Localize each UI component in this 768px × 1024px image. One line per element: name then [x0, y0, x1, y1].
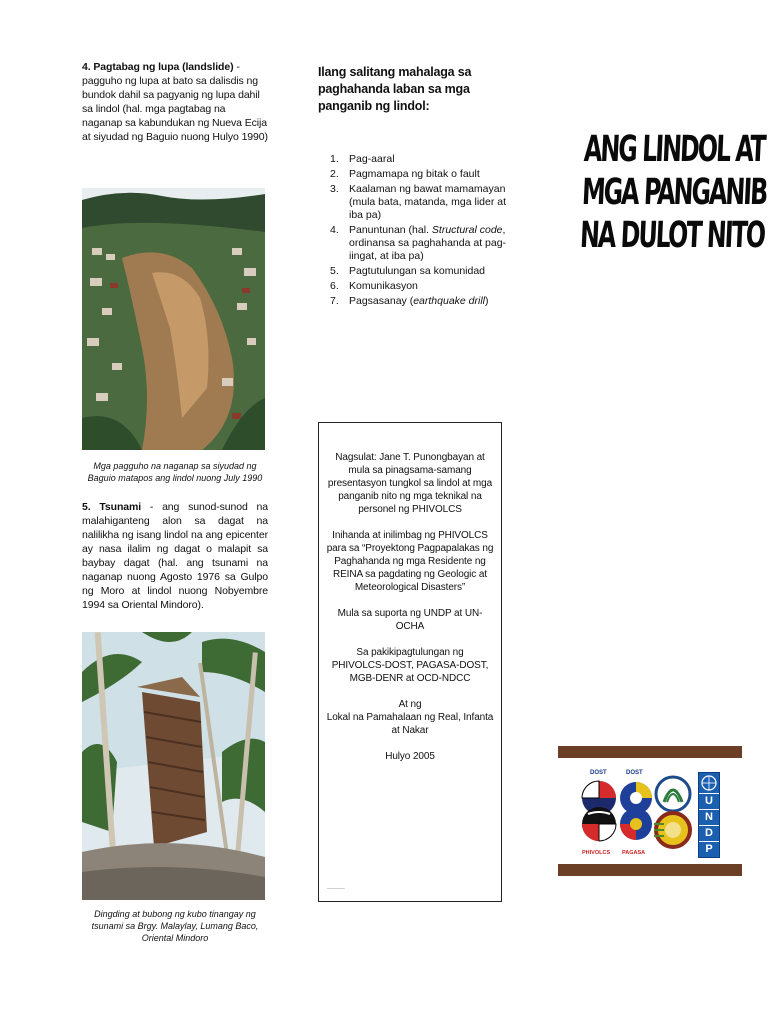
- preparedness-list: [318, 153, 508, 308]
- credits-author: Nagsulat: Jane T. Punongbayan at mula sa pinagsama-samang presentasyon tungkol sa lindol at mga panganib nito ng mga teknikal na personel ng PHIVOLCS: [327, 452, 493, 515]
- list-item: 7. Pagsasanay (earthquake drill): [330, 295, 489, 307]
- un-emblem-icon: [699, 773, 719, 793]
- list-item: 5. Pagtutulungan sa komunidad: [330, 265, 486, 277]
- credits-support: Mula sa suporta ng UNDP at UN-OCHA: [337, 608, 483, 632]
- logo-band: [558, 746, 742, 876]
- pagasa-emblem-icon: [618, 778, 654, 848]
- tsunami-caption: Dingding at bubong ng kubo tinangay ng tsunami sa Brgy. Malaylay, Lumang Baco, Oriental Mindoro: [91, 909, 259, 943]
- landslide-text: - pagguho ng lupa at bato sa dalisdis ng bundok dahil sa pagyanig ng lupa dahil sa lindol (hal. mga pagtabag na naganap sa kabundukan ng Nueva Ecija at siyudad ng Baguio nuong Hulyo 1990): [82, 61, 268, 143]
- tsunami-paragraph: [82, 500, 268, 612]
- pagasa-logo: DOST PAGASA: [618, 770, 654, 858]
- list-item: 6. Komunikasyon: [330, 280, 418, 292]
- credits-lgu-label: At ng: [398, 699, 422, 710]
- credits-fine-print: ________: [327, 884, 345, 889]
- tsunami-term: 5. Tsunami: [82, 501, 142, 513]
- landslide-term: 4. Pagtabag ng lupa (landslide): [82, 61, 234, 73]
- landslide-caption: Mga pagguho na naganap sa siyudad ng Baguio matapos ang lindol nuong July 1990: [87, 461, 263, 483]
- phivolcs-emblem-icon: [580, 778, 618, 848]
- brochure-title: [579, 128, 768, 257]
- landslide-photo: [82, 188, 265, 450]
- logo-bar-bottom: [558, 864, 742, 876]
- list-item: 4. Panuntunan (hal. Structural code, ordinansa sa paghahanda at pag-iingat, at iba pa): [330, 224, 507, 262]
- list-item: 2. Pagmamapa ng bitak o fault: [330, 168, 480, 180]
- middle-column: [318, 64, 518, 310]
- undp-logo: U N D P: [698, 772, 720, 858]
- tsunami-photo: [82, 632, 265, 900]
- mgb-emblem-icon: [654, 772, 692, 858]
- logo-bar-top: [558, 746, 742, 758]
- credits-date: Hulyo 2005: [385, 751, 435, 762]
- credits-partners-label: Sa pakikipagtulungan ng: [356, 647, 464, 658]
- title-line-2: MGA PANGANIB: [581, 172, 768, 213]
- title-line-1: ANG LINDOL AT: [583, 129, 766, 170]
- phivolcs-logo: DOST PHIVOLCS: [580, 770, 618, 858]
- left-column: [82, 60, 268, 944]
- list-item: 3. Kaalaman ng bawat mamamayan (mula bata, matanda, mga lider at iba pa): [330, 183, 506, 221]
- title-line-3: NA DULOT NITO: [579, 215, 765, 256]
- tsunami-text: - ang sunod-sunod na malahiganteng alon sa dagat na nalilikha ng isang lindol na ang epicenter ay nasa ilalim ng dagat o malapit sa baybay dagat (hal. ang tsunami na naganap nuong Agosto 1976 sa Gulpo ng Moro at lindol nuong Nobyembre 1994 sa Oriental Mindoro).: [82, 501, 268, 611]
- list-item: 1. Pag-aaral: [330, 153, 395, 165]
- credits-partners-2: MGB-DENR at OCD-NDCC: [349, 673, 471, 684]
- credits-partners-1: PHIVOLCS-DOST, PAGASA-DOST,: [331, 660, 489, 671]
- preparedness-heading: Ilang salitang mahalaga sa paghahanda laban sa mga panganib ng lindol:: [318, 65, 472, 113]
- landslide-paragraph: [82, 60, 268, 144]
- credits-prepared: Inihanda at inilimbag ng PHIVOLCS para sa “Proyektong Pagpapalakas ng Paghahanda ng mga Residente ng REINA sa pagdating ng Geologic at Meteorological Disasters”: [326, 530, 494, 593]
- mgb-logo: [654, 772, 692, 858]
- credits-box: [318, 422, 502, 902]
- credits-lgu: Lokal na Pamahalaan ng Real, Infanta at Nakar: [326, 712, 494, 736]
